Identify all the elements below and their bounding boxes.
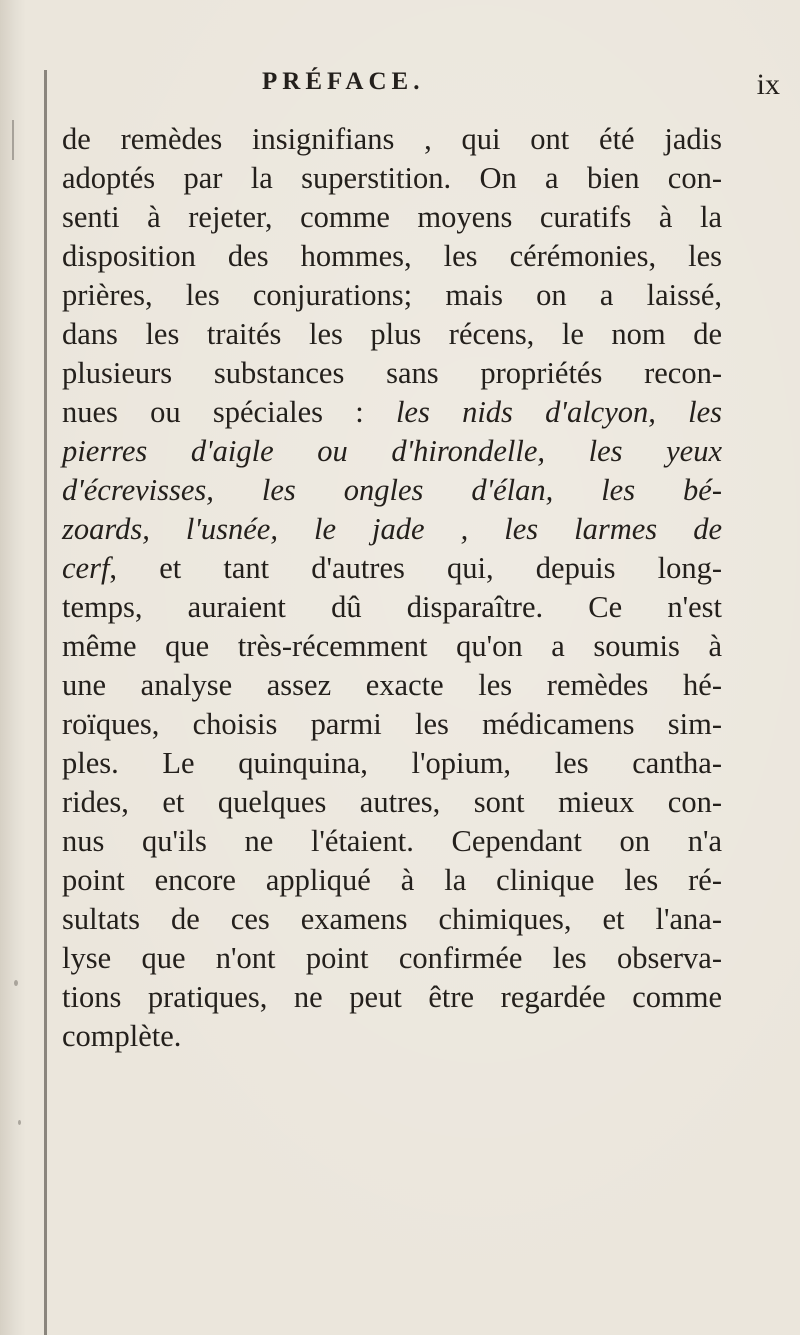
italic-run: cerf bbox=[62, 551, 110, 585]
text-run: , et tant d'autres qui, depuis long- bbox=[109, 551, 722, 585]
text-line: adoptés par la superstition. On a bien con- bbox=[62, 161, 722, 195]
text-run: nues ou spéciales : bbox=[62, 395, 396, 429]
text-line: une analyse assez exacte les remèdes hé- bbox=[62, 668, 722, 702]
italic-run: pierres d'aigle ou d'hirondelle, les yeux bbox=[62, 434, 722, 468]
text-line bbox=[62, 432, 722, 471]
ink-smudge bbox=[18, 1120, 21, 1125]
page-header bbox=[74, 68, 796, 108]
text-line: plusieurs substances sans propriétés recon- bbox=[62, 356, 722, 390]
text-line: rides, et quelques autres, sont mieux con- bbox=[62, 785, 722, 819]
running-title: PRÉFACE. bbox=[262, 68, 425, 95]
text-line bbox=[62, 510, 722, 549]
binding-edge bbox=[0, 0, 26, 1335]
text-line: sultats de ces examens chimiques, et l'ana- bbox=[62, 902, 722, 936]
text-line: même que très-récemment qu'on a soumis à bbox=[62, 629, 722, 663]
text-line: tions pratiques, ne peut être regardée comme bbox=[62, 980, 722, 1014]
text-line: point encore appliqué à la clinique les ré- bbox=[62, 863, 722, 897]
italic-run: les nids d'alcyon, les bbox=[395, 395, 722, 429]
text-line: prières, les conjurations; mais on a laissé, bbox=[62, 278, 722, 312]
italic-run: zoards, l'usnée, le jade , les larmes de bbox=[62, 512, 722, 546]
margin-mark bbox=[12, 120, 14, 160]
page-number: ix bbox=[756, 68, 780, 101]
ink-smudge bbox=[14, 980, 18, 986]
body-text bbox=[62, 120, 722, 1056]
text-line: disposition des hommes, les cérémonies, les bbox=[62, 239, 722, 273]
text-line: dans les traités les plus récens, le nom de bbox=[62, 317, 722, 351]
margin-line bbox=[44, 70, 47, 1335]
text-line: de remèdes insignifians , qui ont été jadis bbox=[62, 122, 722, 156]
italic-run: d'écrevisses, les ongles d'élan, les bé- bbox=[62, 473, 722, 507]
text-line bbox=[62, 393, 722, 432]
text-line: senti à rejeter, comme moyens curatifs à la bbox=[62, 200, 722, 234]
text-line bbox=[62, 549, 722, 588]
text-line: ples. Le quinquina, l'opium, les cantha- bbox=[62, 746, 722, 780]
text-line: roïques, choisis parmi les médicamens sim- bbox=[62, 707, 722, 741]
text-line: lyse que n'ont point confirmée les observa- bbox=[62, 941, 722, 975]
text-line: complète. bbox=[62, 1019, 182, 1053]
text-line bbox=[62, 471, 722, 510]
text-line: nus qu'ils ne l'étaient. Cependant on n'a bbox=[62, 824, 722, 858]
text-line: temps, auraient dû disparaître. Ce n'est bbox=[62, 590, 722, 624]
